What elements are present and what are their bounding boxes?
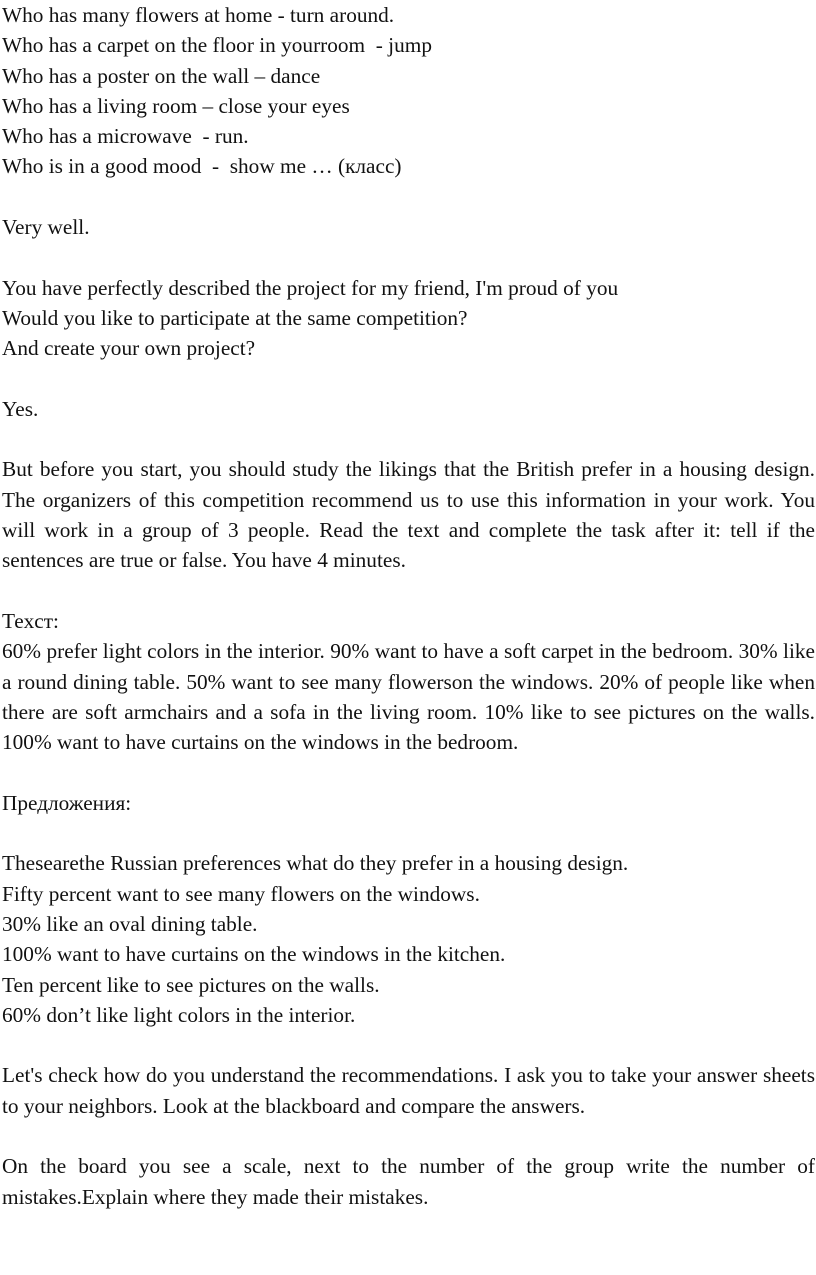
spacer [2,1121,815,1151]
praise-line: You have perfectly described the project for my friend, I'm proud of you [2,275,619,300]
sentence-item: Fifty percent want to see many flowers on the windows. [2,881,480,906]
warmup-line: Who has many flowers at home - turn around. [2,3,395,27]
document-page [2,0,815,1212]
sentence-item: 100% want to have curtains on the windows in the kitchen. [2,942,506,967]
sentences-heading: Предложения: [2,790,132,815]
warmup-line: Who has a living room – close your eyes [2,93,350,118]
sentence-item: 60% don’t like light colors in the interior. [2,1002,356,1027]
spacer [2,757,815,787]
board-paragraph: On the board you see a scale, next to the number of the group write the number of mistakes.Explain where they made their mistakes. [2,1154,815,1209]
praise-line: And create your own project? [2,336,256,361]
spacer [2,242,815,272]
yes-line: Yes. [2,396,39,421]
spacer [2,424,815,454]
instructions-paragraph: But before you start, you should study the likings that the British prefer in a housing design. The organizers of this competition recommend us to use this information in your work. You will work in a group of 3 people. Read the text and complete the task after it: tell if the sentences are true or false. You have 4 minutes. [2,457,815,573]
sentence-item: Ten percent like to see pictures on the walls. [2,972,380,997]
spacer [2,364,815,394]
spacer [2,576,815,606]
warmup-line: Who is in a good mood - show me … (класс) [2,154,402,179]
very-well-line: Very well. [2,215,90,240]
text-heading: Теxст: [2,608,59,633]
sentence-item: 30% like an oval dining table. [2,911,258,936]
check-paragraph: Let's check how do you understand the recommendations. I ask you to take your answer sheets to your neighbors. Look at the blackboard and compare the answers. [2,1063,815,1118]
warmup-line: Who has a poster on the wall – dance [2,63,321,88]
sentence-item: Thesearethe Russian preferences what do they prefer in a housing design. [2,851,629,876]
spacer [2,182,815,212]
warmup-line: Who has a carpet on the floor in yourroom - jump [2,33,432,58]
spacer [2,1030,815,1060]
spacer [2,818,815,848]
praise-line: Would you like to participate at the same competition? [2,305,468,330]
text-body-paragraph: 60% prefer light colors in the interior. 90% want to have a soft carpet in the bedroom. 30% like a round dining table. 50% want to see many flowerson the windows. 20% of people like when there are soft armchairs and a sofa in the living room. 10% like to see pictures on the walls. 100% want to have curtains on the windows in the bedroom. [2,639,815,755]
warmup-line: Who has a microwave - run. [2,124,249,149]
